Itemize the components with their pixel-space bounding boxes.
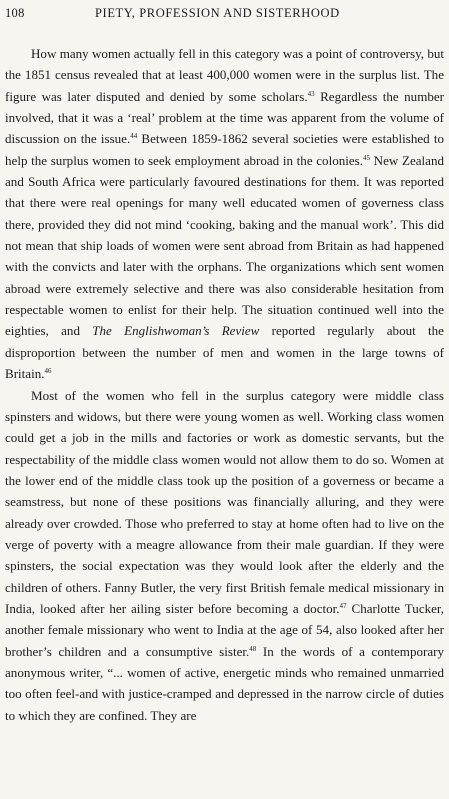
paragraph: [5, 43, 444, 385]
text-run: Between 1859-1862 several societies were established to help the surplus women to seek employment abroad in the colonies.: [5, 131, 444, 168]
body-text: [5, 43, 444, 726]
text-run: reported regularly about the disproportion between the number of men and women in the large towns of Britain.: [5, 323, 444, 382]
italic-title: The Englishwoman’s Review: [92, 323, 260, 339]
text-run: Charlotte Tucker, another female missionary who went to India at the age of 54, also looked after her brother’s children and a consumptive sister.: [5, 600, 445, 659]
text-run: New Zealand and South Africa were particularly favoured destinations for them. It was reported that there were real openings for many well educated women of governess class there, provided they did not mind ‘cooking, baking and the manual work’. This did not mean that ship loads of women were sent abroad from Britain as had happened with the convicts and later with the orphans. The organizations which sent women abroad were extremely selective and there was also considerable hesitation from respectable women to enlist for their help. The situation continued well into the eighties, and: [5, 152, 444, 339]
page-number: 108: [5, 6, 25, 20]
footnote-ref: 44: [130, 132, 138, 141]
footnote-ref: 46: [44, 367, 52, 376]
text-run: How many women actually fell in this category was a point of controversy, but the 1851 census revealed that at least 400,000 women were in the surplus list. The figure was later disputed and denied by some scholars.: [5, 46, 444, 104]
text-run: In the words of a contemporary anonymous writer, “... women of active, energetic minds who remained unmarried too often feel-and with justice-cramped and depressed in the narrow circle of duties to which they are confined. They are: [5, 643, 444, 723]
book-page: [5, 6, 444, 726]
footnote-ref: 48: [249, 644, 257, 653]
running-title: PIETY, PROFESSION AND SISTERHOOD: [95, 6, 340, 20]
text-run: Regardless the number involved, that it was a ‘real’ problem at the time was apparent from the volume of discussion on the issue.: [5, 88, 445, 147]
paragraph: [5, 385, 444, 727]
footnote-ref: 43: [307, 89, 315, 98]
footnote-ref: 47: [339, 601, 347, 610]
footnote-ref: 45: [363, 153, 371, 162]
text-run: Most of the women who fell in the surplus category were middle class spinsters and widows, but there were young women as well. Working class women could get a job in the mills and factories or work as domestic servants, but the respectability of the middle class women would not allow them to do so. Women at the lower end of the middle class took up the position of a governess or became a seamstress, but none of these positions was financially alluring, and they were already over crowded. Those who preferred to stay at home often had to live on the verge of poverty with a meagre allowance from their male guardian. If they were spinsters, the social expectation was they would look after the elderly and the children of others. Fanny Butler, the very first British female medical missionary in India, looked after her ailing sister before becoming a doctor.: [5, 387, 444, 616]
page-header: [5, 6, 444, 24]
